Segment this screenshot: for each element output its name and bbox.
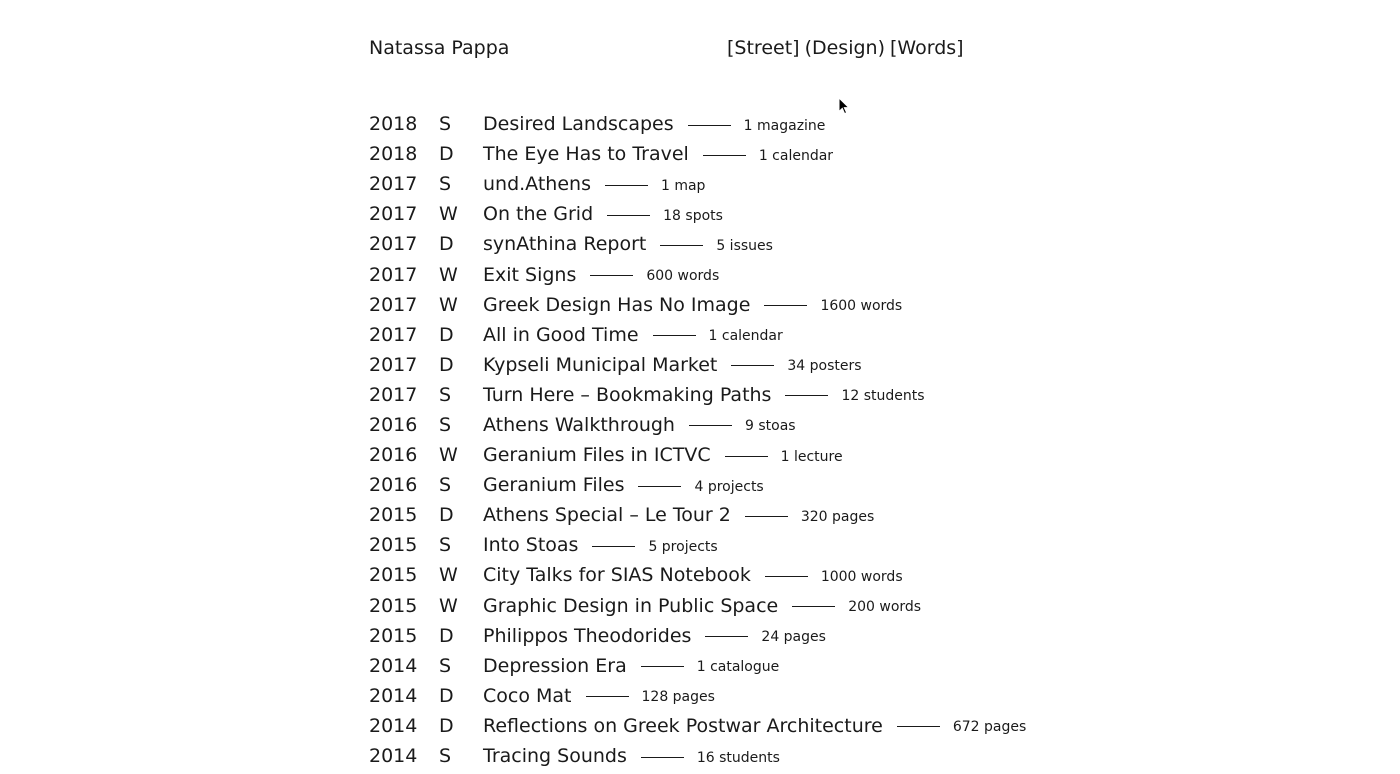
- project-year: 2015: [369, 534, 418, 557]
- project-row[interactable]: [369, 560, 1026, 590]
- project-category: D: [439, 143, 454, 166]
- dash-divider: [653, 335, 696, 336]
- project-row[interactable]: [369, 591, 1026, 621]
- project-year: 2015: [369, 564, 418, 587]
- dash-divider: [703, 155, 746, 156]
- project-category: W: [439, 293, 458, 316]
- project-category: S: [439, 534, 452, 557]
- project-title: Athens Special – Le Tour 2: [483, 504, 731, 527]
- project-count: 1 magazine: [743, 117, 826, 134]
- project-title: Graphic Design in Public Space: [483, 594, 779, 617]
- project-count: 4 projects: [694, 478, 764, 495]
- project-row[interactable]: [369, 229, 1026, 259]
- project-row[interactable]: [369, 380, 1026, 410]
- project-year: 2017: [369, 203, 418, 226]
- dash-divider: [638, 486, 681, 487]
- project-title: Philippos Theodorides: [483, 624, 692, 647]
- project-year: 2016: [369, 474, 418, 497]
- project-year: 2018: [369, 143, 418, 166]
- project-title: Greek Design Has No Image: [483, 293, 751, 316]
- project-count: 672 pages: [952, 719, 1027, 736]
- dash-divider: [765, 576, 808, 577]
- project-count: 18 spots: [663, 207, 723, 224]
- project-year: 2017: [369, 353, 418, 376]
- project-category: D: [439, 714, 454, 737]
- project-count: 34 posters: [787, 358, 862, 375]
- project-year: 2015: [369, 624, 418, 647]
- project-row[interactable]: [369, 139, 1026, 169]
- dash-divider: [688, 125, 731, 126]
- project-year: 2016: [369, 413, 418, 436]
- project-count: 12 students: [841, 388, 925, 405]
- project-row[interactable]: [369, 470, 1026, 500]
- dash-divider: [705, 636, 748, 637]
- project-row[interactable]: [369, 259, 1026, 289]
- project-year: 2018: [369, 113, 418, 136]
- project-category: W: [439, 263, 458, 286]
- project-year: 2017: [369, 263, 418, 286]
- dash-divider: [785, 395, 828, 396]
- project-row[interactable]: [369, 350, 1026, 380]
- project-row[interactable]: [369, 290, 1026, 320]
- project-count: 320 pages: [800, 508, 875, 525]
- project-count: 1600 words: [820, 298, 903, 315]
- site-header: [369, 34, 1009, 62]
- project-count: 1 calendar: [708, 328, 783, 345]
- project-category: S: [439, 654, 452, 677]
- project-title: Geranium Files: [483, 474, 625, 497]
- project-title: On the Grid: [483, 203, 594, 226]
- project-year: 2017: [369, 233, 418, 256]
- project-year: 2016: [369, 444, 418, 467]
- project-row[interactable]: [369, 440, 1026, 470]
- project-category: D: [439, 233, 454, 256]
- dash-divider: [592, 546, 635, 547]
- project-row[interactable]: [369, 410, 1026, 440]
- project-category: S: [439, 413, 452, 436]
- project-year: 2015: [369, 594, 418, 617]
- project-row[interactable]: [369, 199, 1026, 229]
- project-year: 2017: [369, 383, 418, 406]
- project-row[interactable]: [369, 711, 1026, 741]
- dash-divider: [641, 666, 684, 667]
- category-nav: [727, 34, 964, 62]
- project-title: City Talks for SIAS Notebook: [483, 564, 751, 587]
- project-category: S: [439, 173, 452, 196]
- project-category: W: [439, 564, 458, 587]
- dash-divider: [586, 696, 629, 697]
- project-title: Athens Walkthrough: [483, 413, 675, 436]
- project-row[interactable]: [369, 530, 1026, 560]
- project-category: D: [439, 353, 454, 376]
- project-title: und.Athens: [483, 173, 591, 196]
- project-title: All in Good Time: [483, 323, 639, 346]
- project-category: W: [439, 444, 458, 467]
- dash-divider: [725, 456, 768, 457]
- project-year: 2014: [369, 654, 418, 677]
- dash-divider: [641, 757, 684, 758]
- dash-divider: [689, 425, 732, 426]
- project-category: S: [439, 383, 452, 406]
- project-title: Reflections on Greek Postwar Architecture: [483, 714, 883, 737]
- project-year: 2014: [369, 684, 418, 707]
- dash-divider: [660, 245, 703, 246]
- project-count: 1 calendar: [758, 147, 834, 164]
- project-count: 24 pages: [761, 629, 826, 646]
- nav-words-link[interactable]: [Words]: [890, 37, 964, 59]
- project-row[interactable]: [369, 741, 1026, 771]
- nav-street-link[interactable]: [Street]: [727, 37, 800, 59]
- project-count: 16 students: [696, 749, 780, 766]
- project-title: Kypseli Municipal Market: [483, 353, 718, 376]
- project-list: [369, 109, 1026, 771]
- project-title: Desired Landscapes: [483, 113, 674, 136]
- project-title: Depression Era: [483, 654, 627, 677]
- project-year: 2017: [369, 173, 418, 196]
- project-title: synAthina Report: [483, 233, 647, 256]
- project-title: Coco Mat: [483, 684, 572, 707]
- dash-divider: [897, 726, 940, 727]
- project-count: 200 words: [848, 599, 922, 616]
- dash-divider: [607, 215, 650, 216]
- nav-design-link[interactable]: (Design): [804, 37, 885, 59]
- project-year: 2014: [369, 745, 418, 768]
- project-title: Tracing Sounds: [483, 745, 627, 768]
- project-row[interactable]: [369, 109, 1026, 139]
- project-row[interactable]: [369, 169, 1026, 199]
- site-name-link[interactable]: Natassa Pappa: [369, 37, 510, 59]
- project-row[interactable]: [369, 621, 1026, 651]
- project-row[interactable]: [369, 320, 1026, 350]
- project-category: S: [439, 745, 452, 768]
- mouse-cursor-icon: [838, 97, 850, 115]
- project-count: 600 words: [646, 268, 720, 285]
- dash-divider: [590, 275, 633, 276]
- project-category: D: [439, 323, 454, 346]
- project-category: W: [439, 203, 458, 226]
- project-count: 5 projects: [648, 538, 718, 555]
- project-year: 2015: [369, 504, 418, 527]
- project-count: 1 lecture: [780, 448, 843, 465]
- project-year: 2014: [369, 714, 418, 737]
- project-row[interactable]: [369, 651, 1026, 681]
- project-year: 2017: [369, 293, 418, 316]
- project-category: D: [439, 624, 454, 647]
- dash-divider: [745, 516, 788, 517]
- project-category: S: [439, 113, 452, 136]
- project-category: S: [439, 474, 452, 497]
- project-row[interactable]: [369, 681, 1026, 711]
- dash-divider: [792, 606, 835, 607]
- project-count: 1 map: [660, 177, 706, 194]
- project-count: 9 stoas: [744, 418, 796, 435]
- project-category: D: [439, 504, 454, 527]
- dash-divider: [605, 185, 648, 186]
- project-title: Into Stoas: [483, 534, 579, 557]
- project-title: The Eye Has to Travel: [483, 143, 689, 166]
- dash-divider: [764, 305, 807, 306]
- project-count: 1 catalogue: [696, 659, 780, 676]
- project-year: 2017: [369, 323, 418, 346]
- project-count: 128 pages: [641, 689, 715, 706]
- project-category: D: [439, 684, 454, 707]
- project-count: 5 issues: [716, 237, 773, 254]
- project-title: Geranium Files in ICTVC: [483, 444, 711, 467]
- project-count: 1000 words: [820, 568, 903, 585]
- project-title: Exit Signs: [483, 263, 577, 286]
- dash-divider: [731, 365, 774, 366]
- project-title: Turn Here – Bookmaking Paths: [483, 383, 772, 406]
- project-row[interactable]: [369, 500, 1026, 530]
- project-category: W: [439, 594, 458, 617]
